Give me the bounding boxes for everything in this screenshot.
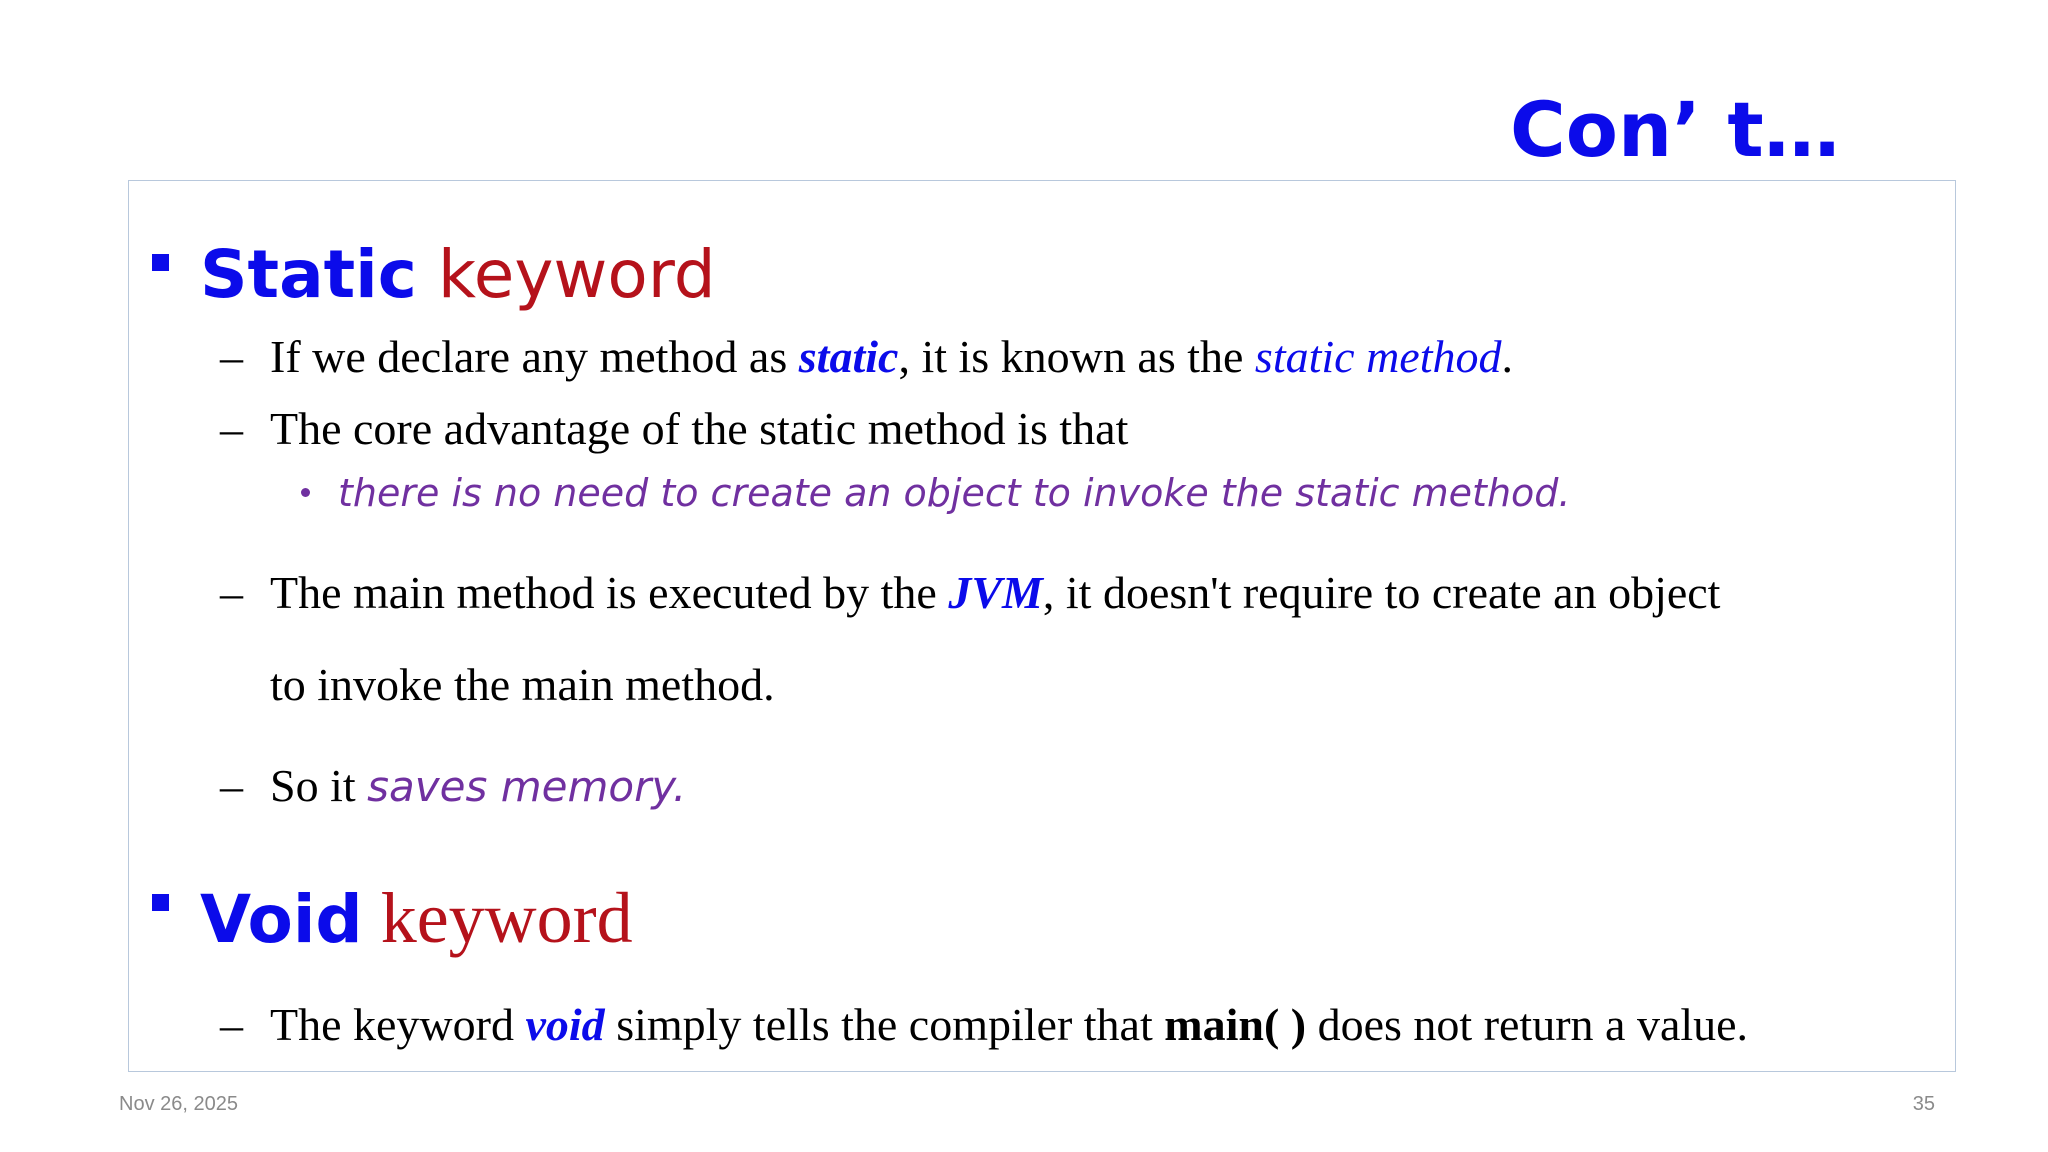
section-heading-static [200, 236, 716, 313]
emphasis-main: main( ) [1164, 999, 1307, 1050]
emphasis-static: static [798, 331, 899, 382]
static-item-1 [270, 331, 1513, 382]
dash-bullet-icon: – [220, 999, 243, 1050]
section-heading-void [200, 878, 633, 958]
text-segment: , it doesn't require to create an object [1042, 567, 1721, 618]
slide-title: Con’ t… [1510, 85, 1840, 174]
static-item-4 [270, 760, 687, 811]
static-item-2 [270, 403, 1129, 454]
void-item-1 [270, 999, 1749, 1050]
static-sub-item-1: there is no need to create an object to invoke the static method. [338, 471, 1571, 515]
heading-rest: keyword [416, 236, 716, 313]
dash-bullet-icon: – [220, 760, 243, 811]
emphasis-jvm: JVM [948, 567, 1043, 618]
emphasis-void: void [525, 999, 605, 1050]
text-segment: simply tells the compiler that [604, 999, 1165, 1050]
dot-bullet-icon [301, 488, 310, 497]
footer-date: Nov 26, 2025 [119, 1093, 238, 1115]
dash-bullet-icon: – [220, 567, 243, 618]
heading-rest: keyword [362, 878, 633, 958]
text-segment: does not return a value. [1306, 999, 1749, 1050]
emphasis-static-method: static method [1254, 331, 1502, 382]
dash-bullet-icon: – [220, 403, 243, 454]
text-segment: The main method is executed by the [270, 567, 949, 618]
heading-strong: Static [200, 236, 417, 313]
text-segment: . [1501, 331, 1513, 382]
emphasis-saves-memory: saves memory. [367, 762, 687, 811]
dash-bullet-icon: – [220, 331, 243, 382]
text-segment: The keyword [270, 999, 526, 1050]
square-bullet-icon [152, 254, 169, 271]
text-segment: The core advantage of the static method is that [270, 403, 1129, 454]
static-item-3 [270, 567, 1721, 618]
text-segment: If we declare any method as [270, 331, 799, 382]
heading-strong: Void [200, 881, 363, 958]
text-segment: , it is known as the [898, 331, 1255, 382]
footer-page-number: 35 [1912, 1093, 1935, 1115]
static-item-3-continuation: to invoke the main method. [270, 659, 775, 710]
text-segment: So it [270, 760, 368, 811]
square-bullet-icon [152, 894, 169, 911]
